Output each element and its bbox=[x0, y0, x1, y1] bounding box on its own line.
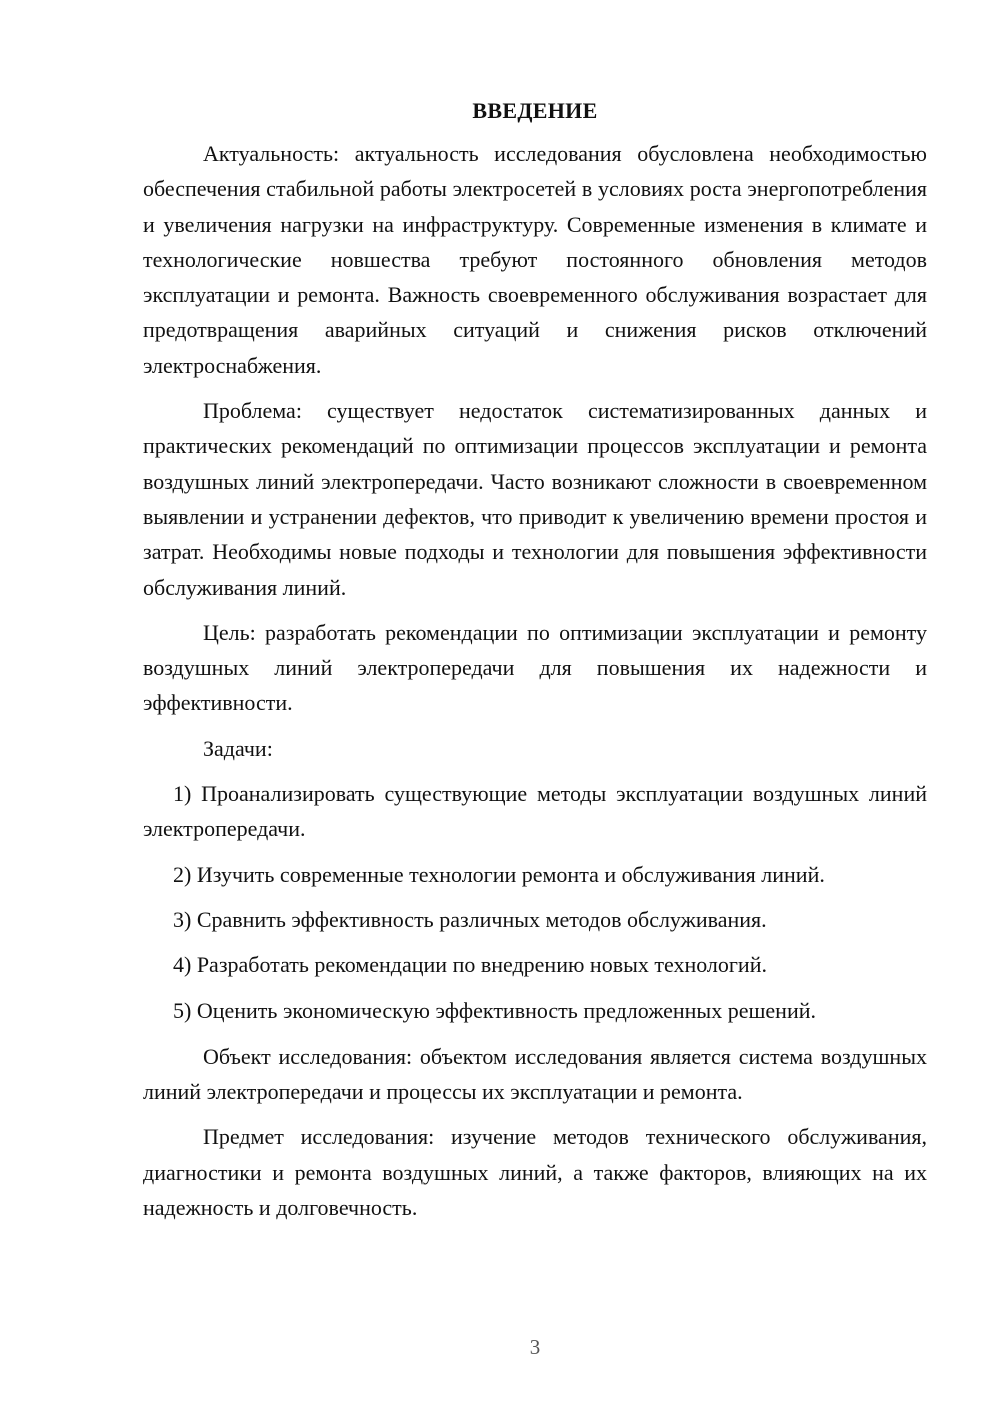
problem-paragraph: Проблема: существует недостаток систематизированных данных и практических рекомендаций по оптимизации процессов эксплуатации и ремонта воздушных линий электропередачи. Часто возникают сложности в своевременном выявлении и устранении дефектов, что приводит к увеличению времени простоя и затрат. Необходимы новые подходы и технологии для повышения эффективности обслуживания линий. bbox=[143, 398, 927, 600]
task-item: 4) Разработать рекомендации по внедрению новых технологий. bbox=[173, 952, 767, 978]
tasks-list bbox=[143, 776, 927, 1028]
goal-paragraph: Цель: разработать рекомендации по оптимизации эксплуатации и ремонту воздушных линий электропередачи для повышения их надежности и эффективности. bbox=[143, 619, 927, 716]
page-title: ВВЕДЕНИЕ bbox=[472, 98, 598, 123]
task-item: 2) Изучить современные технологии ремонта и обслуживания линий. bbox=[173, 861, 825, 887]
document-body bbox=[143, 94, 927, 1235]
subject-paragraph: Предмет исследования: изучение методов технического обслуживания, диагностики и ремонта воздушных линий, а также факторов, влияющих на их надежность и долговечность. bbox=[143, 1124, 927, 1221]
relevance-paragraph: Актуальность: актуальность исследования обусловлена необходимостью обеспечения стабильной работы электросетей в условиях роста энергопотребления и увеличения нагрузки на инфраструктуру. Современные изменения в климате и технологические новшества требуют постоянного обновления методов эксплуатации и ремонта. Важность своевременного обслуживания возрастает для предотвращения аварийных ситуаций и снижения рисков отключений электроснабжения. bbox=[143, 141, 927, 378]
object-paragraph: Объект исследования: объектом исследования является система воздушных линий электропередачи и процессы их эксплуатации и ремонта. bbox=[143, 1043, 927, 1105]
page-number: 3 bbox=[529, 1335, 541, 1359]
task-item: 5) Оценить экономическую эффективность предложенных решений. bbox=[173, 997, 816, 1023]
tasks-heading: Задачи: bbox=[203, 735, 273, 761]
task-item: 1) Проанализировать существующие методы эксплуатации воздушных линий электропередачи. bbox=[143, 781, 927, 842]
task-item: 3) Сравнить эффективность различных методов обслуживания. bbox=[173, 906, 767, 932]
